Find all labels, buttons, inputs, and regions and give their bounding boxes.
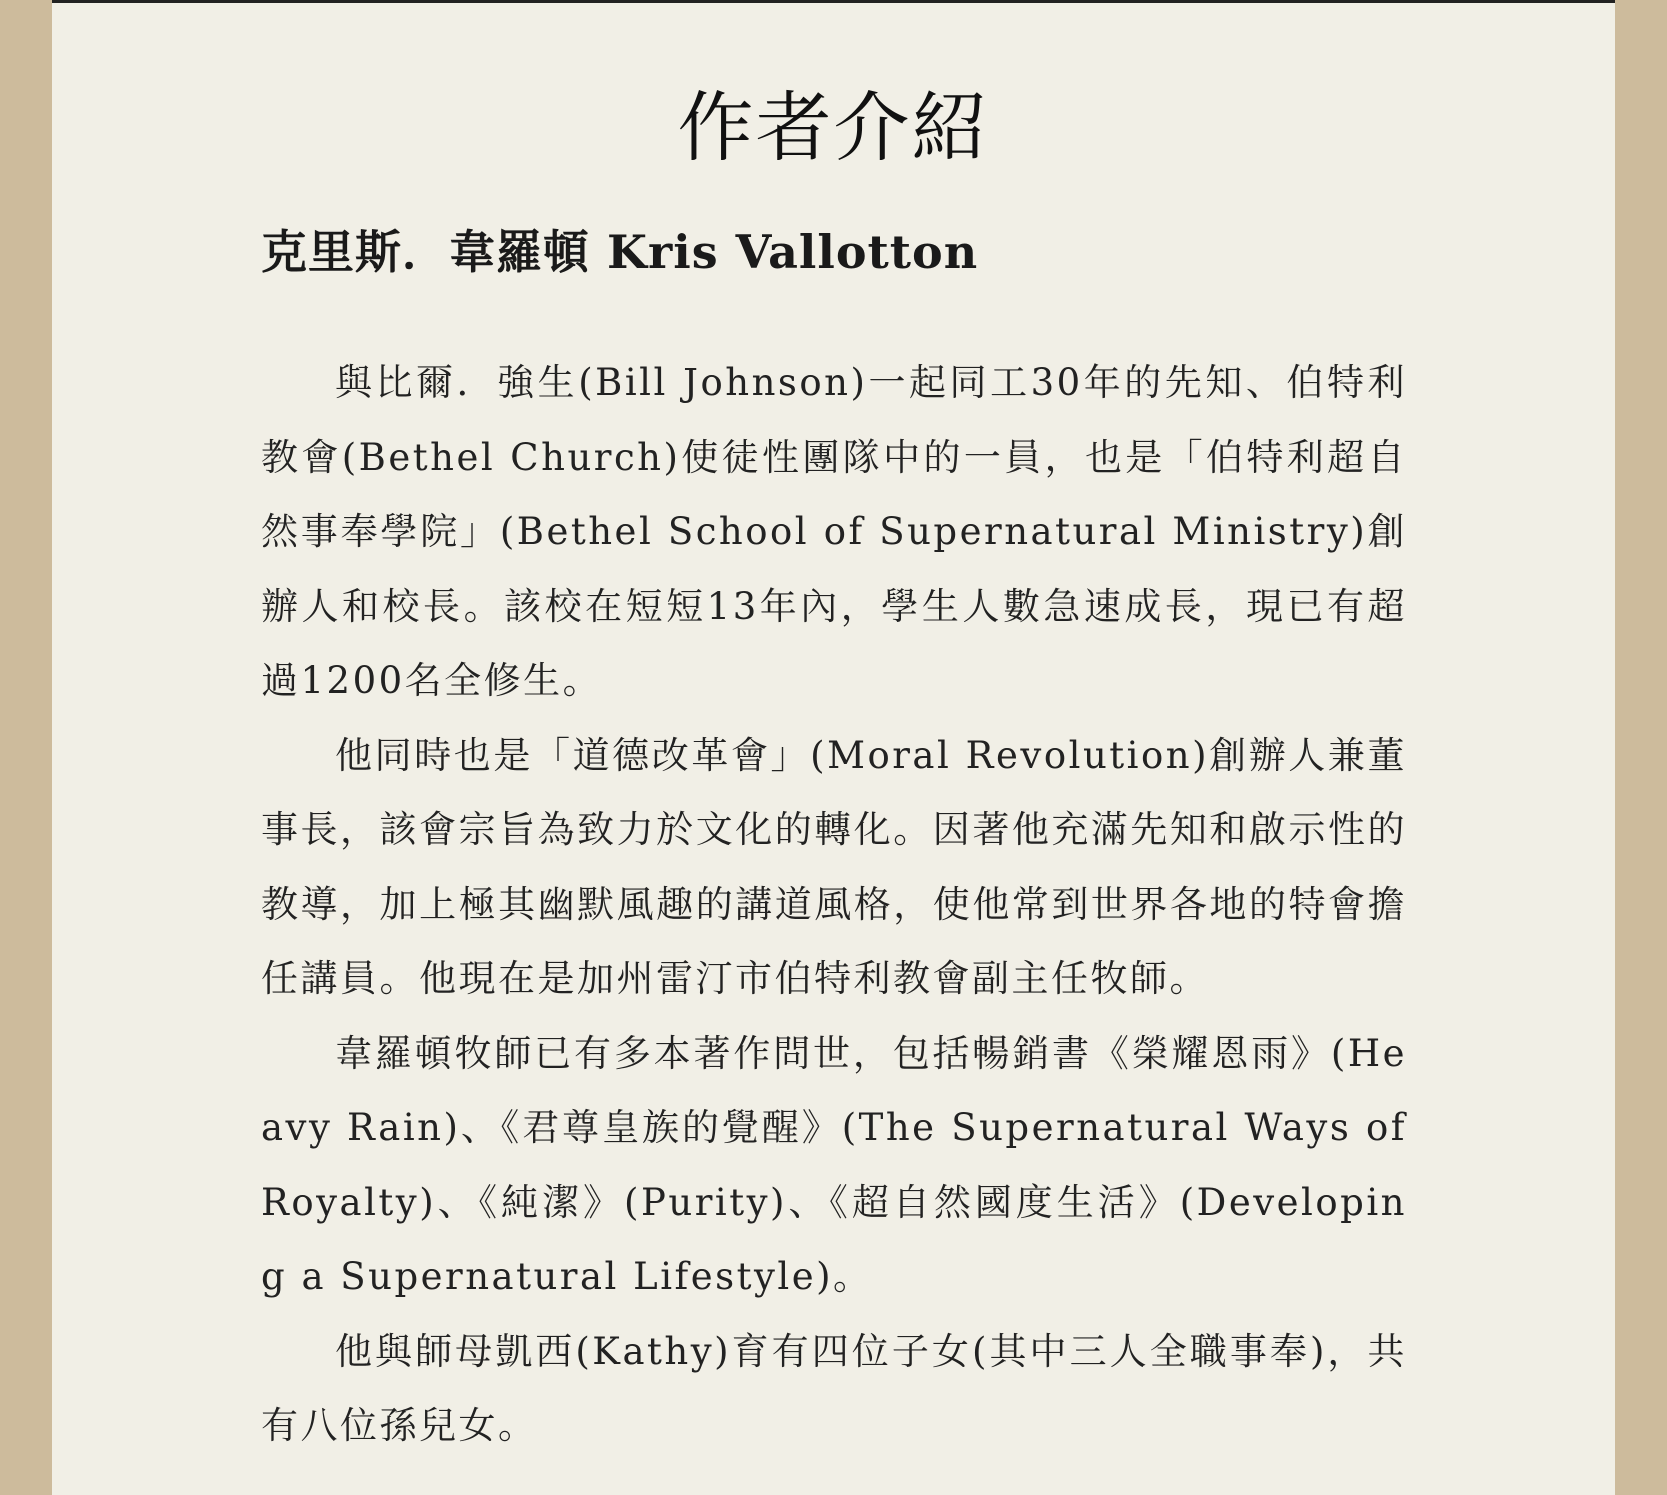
bio-paragraph-4: 他與師母凱西(Kathy)育有四位子女(其中三人全職事奉)，共有八位孫兒女。 xyxy=(261,1329,1407,1447)
author-bio xyxy=(261,346,1407,1464)
bio-paragraph-3: 韋羅頓牧師已有多本著作問世，包括暢銷書《榮耀恩雨》(Heavy Rain)、《君尊皇族的覺醒》(The Supernatural Ways of Royalty)、《純潔》(Purity)、《超自然國度生活》(Developing a Supernatural Lifestyle)。 xyxy=(261,1031,1407,1298)
top-divider xyxy=(52,0,1615,3)
bio-paragraph-1: 與比爾．強生(Bill Johnson)一起同工30年的先知、伯特利教會(Bethel Church)使徒性團隊中的一員，也是「伯特利超自然事奉學院」(Bethel School of Supernatural Ministry)創辦人和校長。該校在短短13年內，學生人數急速成長，現已有超過1200名全修生。 xyxy=(261,361,1407,702)
document-page xyxy=(52,0,1615,1495)
bio-paragraph-2: 他同時也是「道德改革會」(Moral Revolution)創辦人兼董事長，該會宗旨為致力於文化的轉化。因著他充滿先知和啟示性的教導，加上極其幽默風趣的講道風格，使他常到世界各地的特會擔任講員。他現在是加州雷汀市伯特利教會副主任牧師。 xyxy=(261,733,1407,1000)
author-name: 克里斯．韋羅頓 Kris Vallotton xyxy=(261,225,979,279)
page-title: 作者介紹 xyxy=(677,83,990,172)
